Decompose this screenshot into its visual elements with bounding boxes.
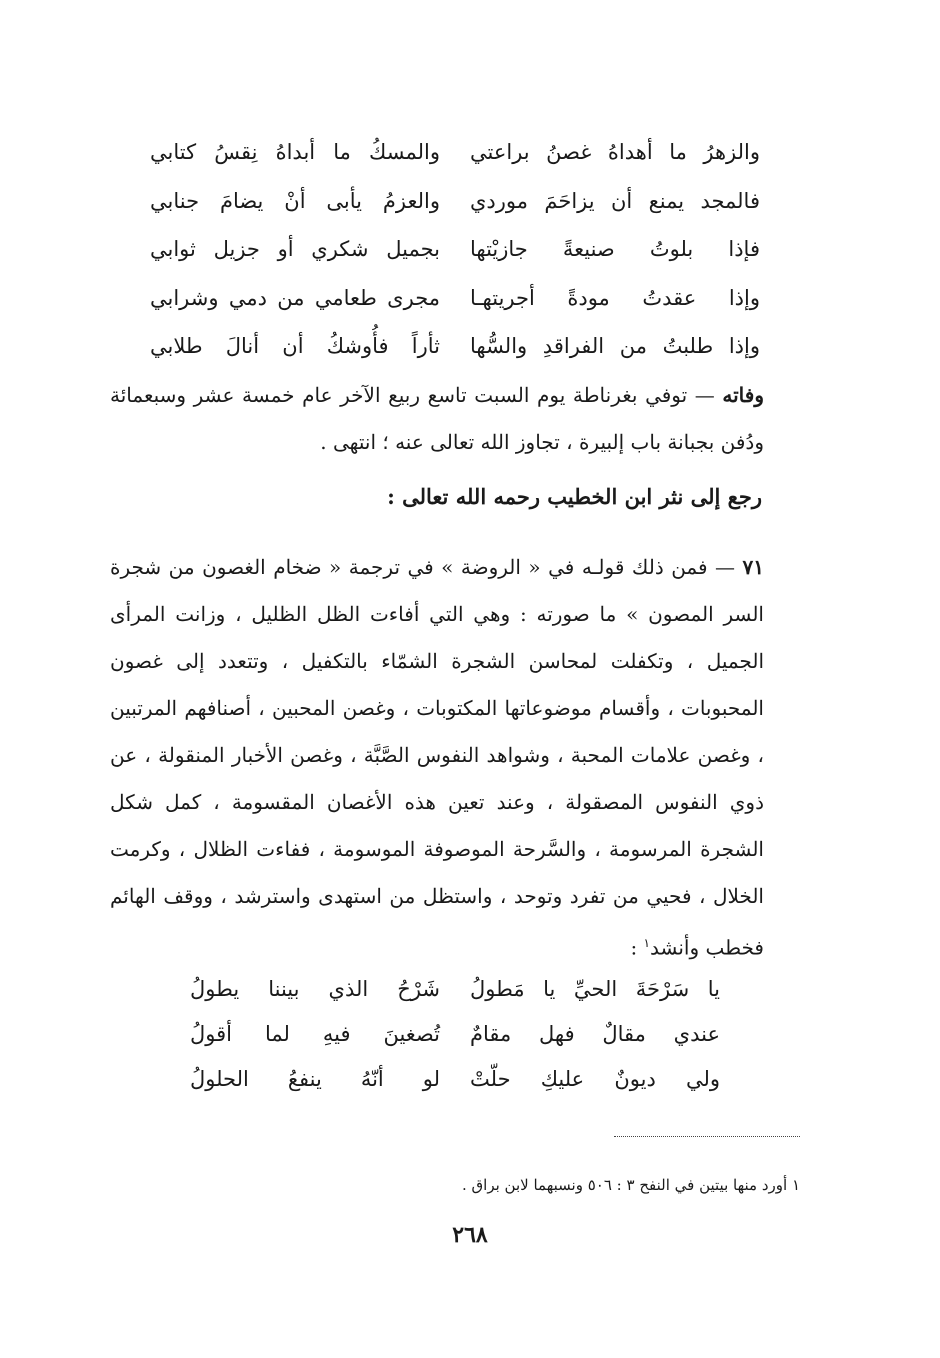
verse-second-hemistich: بجميل شكري أو جزيل ثوابي	[150, 237, 440, 262]
verse-line	[150, 322, 760, 371]
verse-second-hemistich: مجرى طعامي من دمي وشرابي	[150, 285, 440, 310]
verse-first-hemistich: ولي ديونٌ عليكِ حلّتْ	[470, 1066, 720, 1091]
page-number: ٢٦٨	[452, 1222, 488, 1248]
verse-second-hemistich: شَرْحُ الذي بيننا يطولُ	[190, 976, 440, 1001]
paragraph-end: :	[630, 935, 644, 960]
bottom-poem	[190, 966, 720, 1101]
verse-line	[150, 128, 760, 177]
footnote: ١ أورد منها بيتين في النفح ٣ : ٥٠٦ ونسبهما لابن براق .	[462, 1176, 800, 1194]
death-paragraph	[110, 372, 764, 466]
verse-line	[190, 966, 720, 1011]
verse-second-hemistich: والمسكُ ما أبداهُ نِقسُ كتابي	[150, 140, 440, 165]
death-label: وفاته	[722, 383, 764, 407]
verse-second-hemistich: ثأراً فأُوشكُ أن أنالَ طلابي	[150, 334, 440, 359]
paragraph-text: — فمن ذلك قولـه في « الروضة » في ترجمة « ضخام الغصون من شجرة السر المصون » ما صورته : وهي التي أفاءت الظل الظليل ، وزانت المرأى الجميل ، وتكفلت لمحاسن الشجرة الشمّاء بالتكفيل ، وتتعدد إلى غصون المحبوبات ، وأقسام موضوعاتها المكتوبات ، وغصن المحبين ، أصنافهم المرتبين ، وغصن علامات المحبة ، وشواهد النفوس الصَّبَّة ، وغصن الأخبار المنقولة ، عن ذوي النفوس المصقولة ، وعند تعين هذه الأغصان المقسومة ، كمل شكل الشجرة المرسومة ، والسَّرحة الموصوفة الموسومة ، ففاءت الظلال ، وكرمت الخلال ، فحيي من تفرد وتوحد ، واستظل من استهدى واسترشد ، ووقف الهائم فخطب وأنشد	[110, 555, 764, 960]
paragraph-number: ٧١	[742, 555, 764, 579]
verse-first-hemistich: وإذا عقدتُ مودةً أجريتهـا	[470, 285, 760, 310]
footnote-divider	[614, 1136, 800, 1137]
section-heading: رجع إلى نثر ابن الخطيب رحمه الله تعالى :	[387, 484, 762, 509]
verse-first-hemistich: فإذا بلوتُ صنيعةً جازيْتها	[470, 237, 760, 262]
verse-first-hemistich: عندي مقالٌ فهل مقامٌ	[470, 1021, 720, 1046]
verse-line	[150, 274, 760, 323]
verse-line	[150, 177, 760, 226]
verse-line	[190, 1011, 720, 1056]
verse-second-hemistich: والعزمُ يأبى أنْ يضامَ جنابي	[150, 188, 440, 213]
verse-first-hemistich: يا سَرْحَةَ الحيِّ يا مَطولُ	[470, 976, 720, 1001]
verse-first-hemistich: والزهرُ ما أهداهُ غصنُ براعتي	[470, 140, 760, 165]
main-paragraph	[110, 544, 764, 972]
verse-first-hemistich: وإذا طلبتُ من الفراقدِ والسُّها	[470, 334, 760, 359]
top-poem	[150, 128, 760, 371]
verse-first-hemistich: فالمجد يمنع أن يزاحَمَ موردي	[470, 188, 760, 213]
verse-second-hemistich: لو أنّهُ ينفعُ الحلولُ	[190, 1066, 440, 1091]
footnote-mark: ١	[643, 936, 650, 950]
death-text: — توفي بغرناطة يوم السبت تاسع ربيع الآخر عام خمسة عشر وسبعمائة ودُفن بجبانة باب إلبيرة ، تجاوز الله تعالى عنه ؛ انتهى .	[110, 383, 764, 454]
verse-line	[190, 1056, 720, 1101]
verse-line	[150, 225, 760, 274]
verse-second-hemistich: تُصغينَ فيهِ لما أقولُ	[190, 1021, 440, 1046]
